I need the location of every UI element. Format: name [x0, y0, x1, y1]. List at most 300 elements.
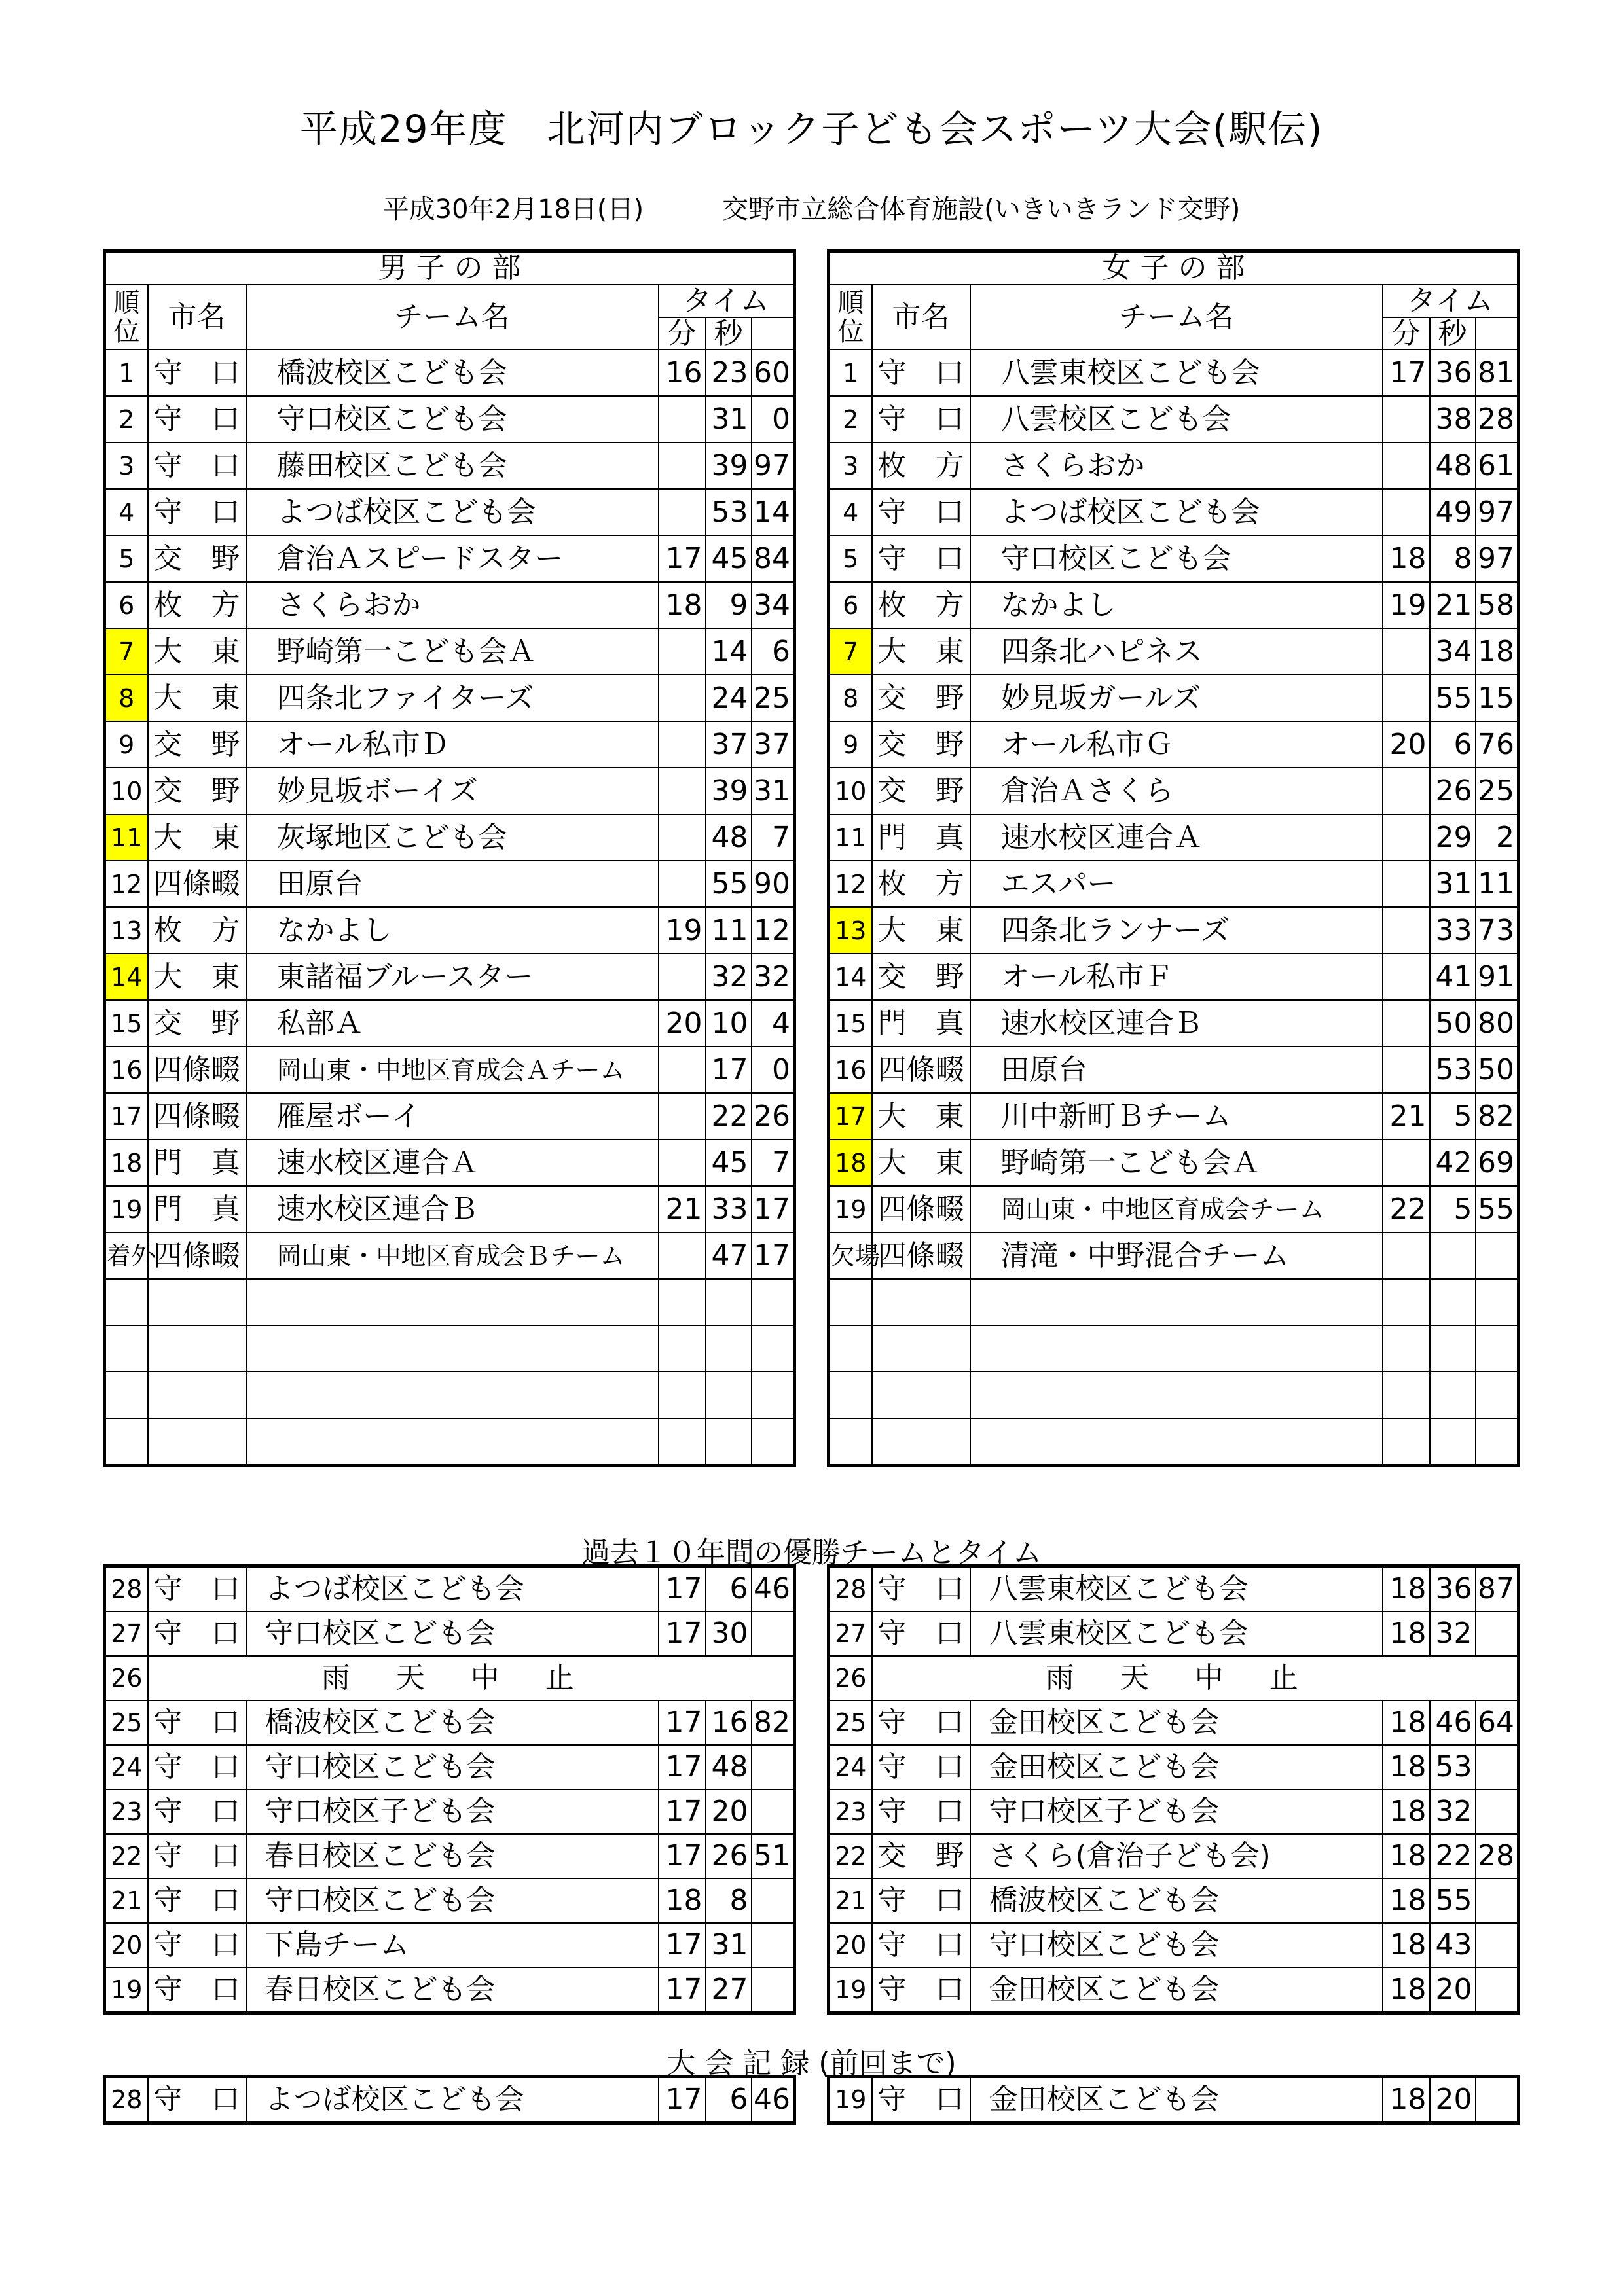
city-cell: 守 口 [148, 350, 246, 396]
empty-cell [1383, 1325, 1430, 1372]
empty-cell [105, 1279, 148, 1325]
year-cell: 24 [105, 1745, 148, 1789]
empty-row [105, 1418, 795, 1466]
city-cell: 守 口 [872, 1923, 970, 1967]
hundredths-cell: 51 [752, 1834, 795, 1878]
minutes-cell [659, 768, 706, 814]
year-cell: 21 [829, 1878, 872, 1923]
team-cell: 倉治Ａスピードスター [246, 535, 659, 582]
winner-row [105, 1700, 795, 1745]
winner-row [105, 1923, 795, 1967]
minutes-cell [1383, 954, 1430, 1000]
minutes-cell [659, 675, 706, 721]
hundredths-cell [752, 1745, 795, 1789]
seconds-cell: 22 [1430, 1834, 1476, 1878]
rank-cell: 12 [829, 861, 872, 907]
seconds-cell: 27 [706, 1967, 752, 2013]
winner-row [105, 1834, 795, 1878]
empty-cell [1476, 1279, 1519, 1325]
min-header: 分 [659, 317, 706, 350]
year-cell: 27 [105, 1611, 148, 1656]
seconds-cell: 48 [1430, 442, 1476, 489]
city-cell: 交 野 [148, 535, 246, 582]
seconds-cell: 20 [1430, 1967, 1476, 2013]
empty-cell [1383, 1418, 1430, 1466]
minutes-cell: 17 [659, 535, 706, 582]
team-cell: 守口校区子ども会 [970, 1789, 1383, 1834]
empty-row [105, 1279, 795, 1325]
rank-cell: 17 [105, 1093, 148, 1139]
minutes-cell [659, 721, 706, 768]
team-cell: オール私市Ｆ [970, 954, 1383, 1000]
city-cell: 四條畷 [148, 1232, 246, 1279]
seconds-cell: 30 [706, 1611, 752, 1656]
year-cell: 23 [105, 1789, 148, 1834]
team-cell: 東諸福ブルースター [246, 954, 659, 1000]
hundredths-cell: 28 [1476, 396, 1519, 442]
rank-cell: 11 [105, 814, 148, 861]
city-cell: 守 口 [872, 350, 970, 396]
minutes-cell: 18 [1383, 1611, 1430, 1656]
team-cell: 橋波校区こども会 [970, 1878, 1383, 1923]
team-cell: 春日校区こども会 [246, 1967, 659, 2013]
team-cell: 守口校区こども会 [246, 1745, 659, 1789]
team-cell: 妙見坂ガールズ [970, 675, 1383, 721]
seconds-cell: 47 [706, 1232, 752, 1279]
minutes-cell: 22 [1383, 1186, 1430, 1232]
hundredths-cell: 91 [1476, 954, 1519, 1000]
empty-cell [105, 1325, 148, 1372]
winner-row [829, 1745, 1519, 1789]
hundredths-cell: 34 [752, 582, 795, 628]
city-cell: 守 口 [148, 1566, 246, 1612]
seconds-cell: 8 [1430, 535, 1476, 582]
result-row [829, 350, 1519, 396]
minutes-cell [659, 954, 706, 1000]
city-cell: 交 野 [872, 1834, 970, 1878]
empty-cell [1476, 1418, 1519, 1466]
result-row [829, 1000, 1519, 1047]
year-cell: 27 [829, 1611, 872, 1656]
result-row [829, 1093, 1519, 1139]
seconds-cell: 50 [1430, 1000, 1476, 1047]
empty-cell [105, 1418, 148, 1466]
rank-cell: 1 [105, 350, 148, 396]
rank-cell: 2 [105, 396, 148, 442]
empty-cell [752, 1325, 795, 1372]
team-cell: 四条北ランナーズ [970, 907, 1383, 954]
result-row [105, 628, 795, 675]
result-row [105, 954, 795, 1000]
city-cell: 守 口 [148, 1834, 246, 1878]
empty-cell [872, 1325, 970, 1372]
team-cell: オール私市Ｄ [246, 721, 659, 768]
result-row [829, 954, 1519, 1000]
hundredths-cell: 14 [752, 489, 795, 535]
boys-record-body [105, 2077, 795, 2123]
empty-cell [872, 1418, 970, 1466]
seconds-cell: 20 [1430, 2077, 1476, 2123]
result-row [829, 1232, 1519, 1279]
empty-cell [1383, 1279, 1430, 1325]
city-cell: 交 野 [872, 954, 970, 1000]
hundredths-cell: 73 [1476, 907, 1519, 954]
empty-cell [970, 1279, 1383, 1325]
seconds-cell: 41 [1430, 954, 1476, 1000]
seconds-cell: 32 [1430, 1611, 1476, 1656]
minutes-cell [1383, 907, 1430, 954]
empty-cell [148, 1372, 246, 1418]
city-cell: 守 口 [872, 2077, 970, 2123]
empty-cell [246, 1372, 659, 1418]
hundredths-cell: 80 [1476, 1000, 1519, 1047]
city-cell: 守 口 [872, 1611, 970, 1656]
hundredths-cell: 0 [752, 396, 795, 442]
hundredths-cell: 69 [1476, 1139, 1519, 1186]
minutes-cell: 18 [1383, 1834, 1430, 1878]
hundredths-cell: 76 [1476, 721, 1519, 768]
team-cell: なかよし [246, 907, 659, 954]
hundredths-cell [752, 1611, 795, 1656]
minutes-cell [659, 442, 706, 489]
minutes-cell [1383, 489, 1430, 535]
city-cell: 枚 方 [148, 907, 246, 954]
minutes-cell [659, 1093, 706, 1139]
empty-cell [829, 1418, 872, 1466]
city-cell: 交 野 [148, 768, 246, 814]
seconds-cell: 55 [1430, 1878, 1476, 1923]
year-cell: 21 [105, 1878, 148, 1923]
rank-cell: 3 [829, 442, 872, 489]
city-cell: 大 東 [872, 628, 970, 675]
hundredths-cell: 58 [1476, 582, 1519, 628]
result-row [829, 489, 1519, 535]
team-cell: 藤田校区こども会 [246, 442, 659, 489]
winner-row [105, 1878, 795, 1923]
rank-cell: 10 [105, 768, 148, 814]
team-cell: 金田校区こども会 [970, 1700, 1383, 1745]
result-row [105, 1000, 795, 1047]
city-cell: 枚 方 [872, 861, 970, 907]
seconds-cell: 10 [706, 1000, 752, 1047]
seconds-cell: 24 [706, 675, 752, 721]
result-row [829, 628, 1519, 675]
year-cell: 22 [105, 1834, 148, 1878]
rank-header: 順位 [829, 285, 872, 350]
seconds-cell: 43 [1430, 1923, 1476, 1967]
empty-cell [659, 1372, 706, 1418]
girls-results-body [829, 251, 1519, 1466]
team-cell: 灰塚地区こども会 [246, 814, 659, 861]
winner-row [829, 1656, 1519, 1700]
empty-cell [970, 1372, 1383, 1418]
minutes-cell: 18 [659, 582, 706, 628]
rank-cell: 18 [105, 1139, 148, 1186]
sec-header: 秒 [706, 317, 752, 350]
seconds-cell [1430, 1232, 1476, 1279]
empty-cell [105, 1372, 148, 1418]
hundredths-cell: 2 [1476, 814, 1519, 861]
city-cell: 交 野 [148, 721, 246, 768]
city-header: 市名 [148, 285, 246, 350]
hundredths-cell: 28 [1476, 1834, 1519, 1878]
year-cell: 24 [829, 1745, 872, 1789]
city-cell: 守 口 [872, 535, 970, 582]
city-cell: 門 真 [148, 1139, 246, 1186]
minutes-cell: 18 [1383, 1700, 1430, 1745]
winner-row [105, 1789, 795, 1834]
winner-row [105, 1566, 795, 1612]
empty-cell [970, 1418, 1383, 1466]
city-cell: 枚 方 [872, 442, 970, 489]
rank-cell: 15 [105, 1000, 148, 1047]
winner-row [829, 1834, 1519, 1878]
result-row [105, 1139, 795, 1186]
seconds-cell: 49 [1430, 489, 1476, 535]
rain-cancelled-cell: 雨天中止 [148, 1656, 795, 1700]
team-cell: さくら(倉治子ども会) [970, 1834, 1383, 1878]
city-cell: 守 口 [148, 489, 246, 535]
minutes-cell: 19 [1383, 582, 1430, 628]
empty-cell [1430, 1418, 1476, 1466]
seconds-cell: 8 [706, 1878, 752, 1923]
boys-section-title: 男 子 の 部 [105, 251, 795, 285]
result-row [829, 907, 1519, 954]
seconds-cell: 45 [706, 535, 752, 582]
seconds-cell: 33 [1430, 907, 1476, 954]
seconds-cell: 53 [1430, 1047, 1476, 1093]
empty-cell [970, 1325, 1383, 1372]
seconds-cell: 55 [706, 861, 752, 907]
minutes-cell [659, 489, 706, 535]
seconds-cell: 45 [706, 1139, 752, 1186]
rank-cell: 7 [105, 628, 148, 675]
girls-record-table [827, 2075, 1520, 2125]
team-cell: 春日校区こども会 [246, 1834, 659, 1878]
minutes-cell: 17 [659, 1566, 706, 1612]
rank-cell: 6 [829, 582, 872, 628]
rank-cell: 7 [829, 628, 872, 675]
minutes-cell: 18 [1383, 2077, 1430, 2123]
rank-cell: 2 [829, 396, 872, 442]
result-row [829, 1139, 1519, 1186]
hundredths-cell: 55 [1476, 1186, 1519, 1232]
rank-cell: 3 [105, 442, 148, 489]
hundredths-cell [1476, 1967, 1519, 2013]
team-cell: さくらおか [246, 582, 659, 628]
rank-cell: 13 [829, 907, 872, 954]
team-cell: 守口校区こども会 [246, 1611, 659, 1656]
team-cell: 岡山東・中地区育成会Ｂチーム [246, 1232, 659, 1279]
hundredths-cell [1476, 1232, 1519, 1279]
city-cell: 四條畷 [148, 861, 246, 907]
hundredths-cell [752, 1967, 795, 2013]
year-cell: 25 [829, 1700, 872, 1745]
rank-cell: 16 [105, 1047, 148, 1093]
team-cell: 田原台 [246, 861, 659, 907]
empty-cell [1430, 1279, 1476, 1325]
result-row [829, 861, 1519, 907]
city-cell: 門 真 [872, 814, 970, 861]
empty-cell [246, 1418, 659, 1466]
rank-cell: 9 [829, 721, 872, 768]
hundredths-cell: 6 [752, 628, 795, 675]
team-cell: 速水校区連合Ｂ [246, 1186, 659, 1232]
past-boys-winners-table [103, 1564, 796, 2015]
hundredths-cell: 26 [752, 1093, 795, 1139]
result-row [105, 907, 795, 954]
minutes-cell: 20 [1383, 721, 1430, 768]
winner-row [105, 1967, 795, 2013]
minutes-cell: 17 [659, 1700, 706, 1745]
hund-header [1476, 317, 1519, 350]
hundredths-cell: 32 [752, 954, 795, 1000]
hundredths-cell: 25 [752, 675, 795, 721]
result-row [105, 535, 795, 582]
team-cell: 速水校区連合Ａ [246, 1139, 659, 1186]
seconds-cell: 6 [706, 1566, 752, 1612]
rank-cell: 19 [105, 1186, 148, 1232]
hundredths-cell: 97 [1476, 489, 1519, 535]
result-row [105, 814, 795, 861]
sec-header: 秒 [1430, 317, 1476, 350]
seconds-cell: 55 [1430, 675, 1476, 721]
city-cell: 大 東 [148, 675, 246, 721]
result-row [829, 535, 1519, 582]
team-cell: 守口校区子ども会 [246, 1789, 659, 1834]
team-cell: 岡山東・中地区育成会Ａチーム [246, 1047, 659, 1093]
hundredths-cell: 0 [752, 1047, 795, 1093]
rain-cancelled-cell: 雨天中止 [872, 1656, 1519, 1700]
minutes-cell [1383, 396, 1430, 442]
seconds-cell: 29 [1430, 814, 1476, 861]
hundredths-cell: 25 [1476, 768, 1519, 814]
team-cell: よつば校区こども会 [246, 489, 659, 535]
seconds-cell: 48 [706, 1745, 752, 1789]
empty-cell [706, 1325, 752, 1372]
minutes-cell [1383, 861, 1430, 907]
hundredths-cell: 18 [1476, 628, 1519, 675]
record-row [829, 2077, 1519, 2123]
city-cell: 四條畷 [872, 1047, 970, 1093]
city-cell: 守 口 [148, 1967, 246, 2013]
city-cell: 交 野 [148, 1000, 246, 1047]
city-header: 市名 [872, 285, 970, 350]
seconds-cell: 37 [706, 721, 752, 768]
team-cell: よつば校区こども会 [246, 2077, 659, 2123]
result-row [105, 1232, 795, 1279]
winner-row [829, 1566, 1519, 1612]
hundredths-cell: 37 [752, 721, 795, 768]
empty-cell [1430, 1325, 1476, 1372]
boys-results-table [103, 249, 796, 1467]
year-cell: 28 [105, 1566, 148, 1612]
minutes-cell: 18 [1383, 1566, 1430, 1612]
past-winners-title: 過去１０年間の優勝チームとタイム [581, 1536, 1042, 1570]
city-cell: 守 口 [148, 442, 246, 489]
hundredths-cell: 4 [752, 1000, 795, 1047]
minutes-cell: 18 [659, 1878, 706, 1923]
year-cell: 19 [829, 1967, 872, 2013]
empty-cell [148, 1279, 246, 1325]
seconds-cell: 33 [706, 1186, 752, 1232]
city-cell: 守 口 [148, 1923, 246, 1967]
city-cell: 四條畷 [872, 1186, 970, 1232]
rank-cell: 1 [829, 350, 872, 396]
minutes-cell [659, 1047, 706, 1093]
result-row [829, 582, 1519, 628]
boys-record-table [103, 2075, 796, 2125]
city-cell: 枚 方 [872, 582, 970, 628]
minutes-cell: 17 [659, 1745, 706, 1789]
hundredths-cell: 97 [752, 442, 795, 489]
hund-header [752, 317, 795, 350]
minutes-cell [659, 396, 706, 442]
team-cell: 八雲東校区こども会 [970, 350, 1383, 396]
seconds-cell: 5 [1430, 1186, 1476, 1232]
record-row [105, 2077, 795, 2123]
city-cell: 大 東 [148, 814, 246, 861]
team-header: チーム名 [970, 285, 1383, 350]
seconds-cell: 32 [706, 954, 752, 1000]
result-row [105, 1186, 795, 1232]
hundredths-cell: 84 [752, 535, 795, 582]
empty-cell [1476, 1325, 1519, 1372]
hundredths-cell: 17 [752, 1186, 795, 1232]
empty-row [829, 1372, 1519, 1418]
seconds-cell: 20 [706, 1789, 752, 1834]
empty-cell [1383, 1372, 1430, 1418]
empty-cell [148, 1418, 246, 1466]
city-cell: 守 口 [872, 1789, 970, 1834]
team-cell: 野崎第一こども会Ａ [970, 1139, 1383, 1186]
hundredths-cell: 82 [1476, 1093, 1519, 1139]
team-cell: なかよし [970, 582, 1383, 628]
team-cell: 金田校区こども会 [970, 1745, 1383, 1789]
winner-row [105, 1611, 795, 1656]
hundredths-cell [1476, 1611, 1519, 1656]
seconds-cell: 42 [1430, 1139, 1476, 1186]
city-cell: 四條畷 [872, 1232, 970, 1279]
seconds-cell: 17 [706, 1047, 752, 1093]
empty-cell [706, 1418, 752, 1466]
rank-cell: 6 [105, 582, 148, 628]
minutes-cell: 17 [659, 1967, 706, 2013]
event-date-venue: 平成30年2月18日(日) 交野市立総合体育施設(いきいきランド交野) [382, 194, 1241, 224]
seconds-cell: 39 [706, 442, 752, 489]
rank-cell: 10 [829, 768, 872, 814]
minutes-cell [1383, 675, 1430, 721]
city-cell: 大 東 [872, 1139, 970, 1186]
team-cell: 八雲東校区こども会 [970, 1611, 1383, 1656]
city-cell: 守 口 [872, 489, 970, 535]
result-row [105, 1047, 795, 1093]
empty-cell [706, 1279, 752, 1325]
seconds-cell: 31 [706, 1923, 752, 1967]
city-cell: 交 野 [872, 768, 970, 814]
year-cell: 22 [829, 1834, 872, 1878]
rank-cell: 5 [829, 535, 872, 582]
team-cell: 下島チーム [246, 1923, 659, 1967]
team-cell: 速水校区連合Ｂ [970, 1000, 1383, 1047]
winner-row [829, 1700, 1519, 1745]
team-cell: 守口校区こども会 [246, 1878, 659, 1923]
winner-row [829, 1611, 1519, 1656]
minutes-cell: 17 [1383, 350, 1430, 396]
empty-cell [659, 1279, 706, 1325]
result-row [105, 442, 795, 489]
empty-cell [1476, 1372, 1519, 1418]
